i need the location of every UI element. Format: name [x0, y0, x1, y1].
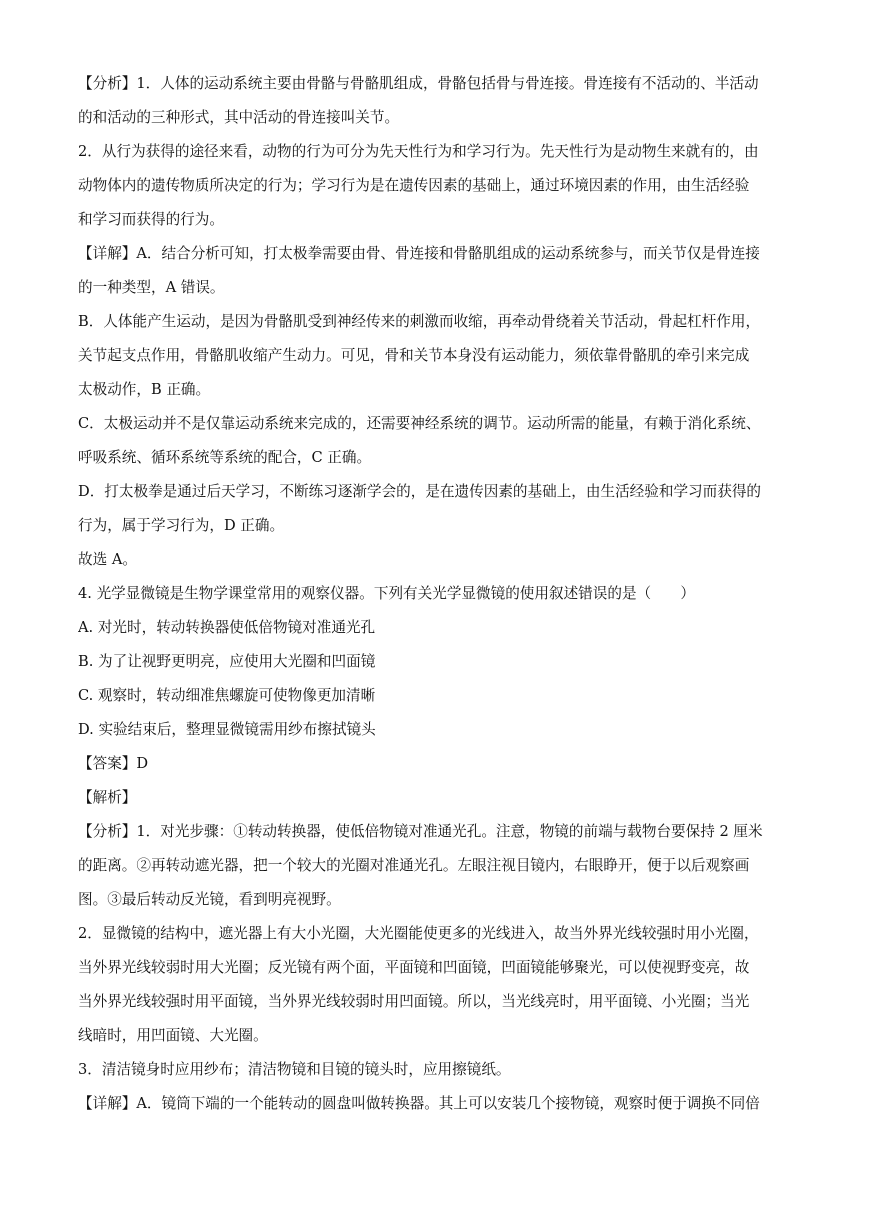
text-line: 的距离。②再转动遮光器，把一个较大的光圈对准通光孔。左眼注视目镜内，右眼睁开，便于以后观察画	[78, 857, 750, 874]
option-d: D. 实验结束后，整理显微镜需用纱布擦拭镜头	[78, 721, 376, 738]
text-line: 关节起支点作用，骨骼肌收缩产生动力。可见，骨和关节本身没有运动能力，须依靠骨骼肌的牵引来完成	[78, 347, 750, 364]
text-line: 行为，属于学习行为，D 正确。	[78, 517, 285, 534]
text-line: 动物体内的遗传物质所决定的行为；学习行为是在遗传因素的基础上，通过环境因素的作用，由生活经验	[78, 177, 750, 194]
text-line: 【分析】1．人体的运动系统主要由骨骼与骨骼肌组成，骨骼包括骨与骨连接。骨连接有不活动的、半活动	[78, 75, 759, 92]
option-a: A. 对光时，转动转换器使低倍物镜对准通光孔	[78, 619, 376, 636]
text-line: B．人体能产生运动，是因为骨骼肌受到神经传来的刺激而收缩，再牵动骨绕着关节活动，骨起杠杆作用，	[78, 313, 761, 330]
text-line: 3．清洁镜身时应用纱布；清洁物镜和目镜的镜头时，应用擦镜纸。	[78, 1061, 511, 1078]
option-c: C. 观察时，转动细准焦螺旋可使物像更加清晰	[78, 687, 376, 704]
text-line: 2．显微镜的结构中，遮光器上有大小光圈，大光圈能使更多的光线进入，故当外界光线较强时用小光圈，	[78, 925, 759, 942]
text-line: 当外界光线较强时用平面镜，当外界光线较弱时用凹面镜。所以，当光线亮时，用平面镜、小光圈；当光	[78, 993, 750, 1010]
text-line: 2．从行为获得的途径来看，动物的行为可分为先天性行为和学习行为。先天性行为是动物生来就有的，由	[78, 143, 759, 160]
answer-line: 【答案】D	[78, 755, 149, 772]
text-line: 故选 A。	[78, 551, 137, 568]
text-line: 【详解】A．结合分析可知，打太极拳需要由骨、骨连接和骨骼肌组成的运动系统参与，而关节仅是骨连接	[78, 245, 760, 262]
text-line: 线暗时，用凹面镜、大光圈。	[78, 1027, 268, 1044]
text-line: 图。③最后转动反光镜，看到明亮视野。	[78, 891, 341, 908]
text-line: 和学习而获得的行为。	[78, 211, 224, 228]
analysis-heading: 【解析】	[78, 789, 137, 806]
text-line: 太极动作，B 正确。	[78, 381, 211, 398]
option-b: B. 为了让视野更明亮，应使用大光圈和凹面镜	[78, 653, 376, 670]
text-line: 的和活动的三种形式，其中活动的骨连接叫关节。	[78, 109, 400, 126]
text-line: 【详解】A．镜筒下端的一个能转动的圆盘叫做转换器。其上可以安装几个接物镜，观察时便于调换不同倍	[78, 1095, 760, 1112]
text-line: C．太极运动并不是仅靠运动系统来完成的，还需要神经系统的调节。运动所需的能量，有赖于消化系统、	[78, 415, 761, 432]
text-line: 呼吸系统、循环系统等系统的配合，C 正确。	[78, 449, 372, 466]
text-line: 当外界光线较弱时用大光圈；反光镜有两个面，平面镜和凹面镜，凹面镜能够聚光，可以使视野变亮，故	[78, 959, 750, 976]
question-stem: 4. 光学显微镜是生物学课堂常用的观察仪器。下列有关光学显微镜的使用叙述错误的是（ ）	[78, 585, 695, 602]
text-line: 的一种类型，A 错误。	[78, 279, 225, 296]
text-line: D．打太极拳是通过后天学习，不断练习逐渐学会的，是在遗传因素的基础上，由生活经验和学习而获得的	[78, 483, 762, 500]
text-line: 【分析】1．对光步骤：①转动转换器，使低倍物镜对准通光孔。注意，物镜的前端与载物台要保持 2 厘米	[78, 823, 763, 840]
